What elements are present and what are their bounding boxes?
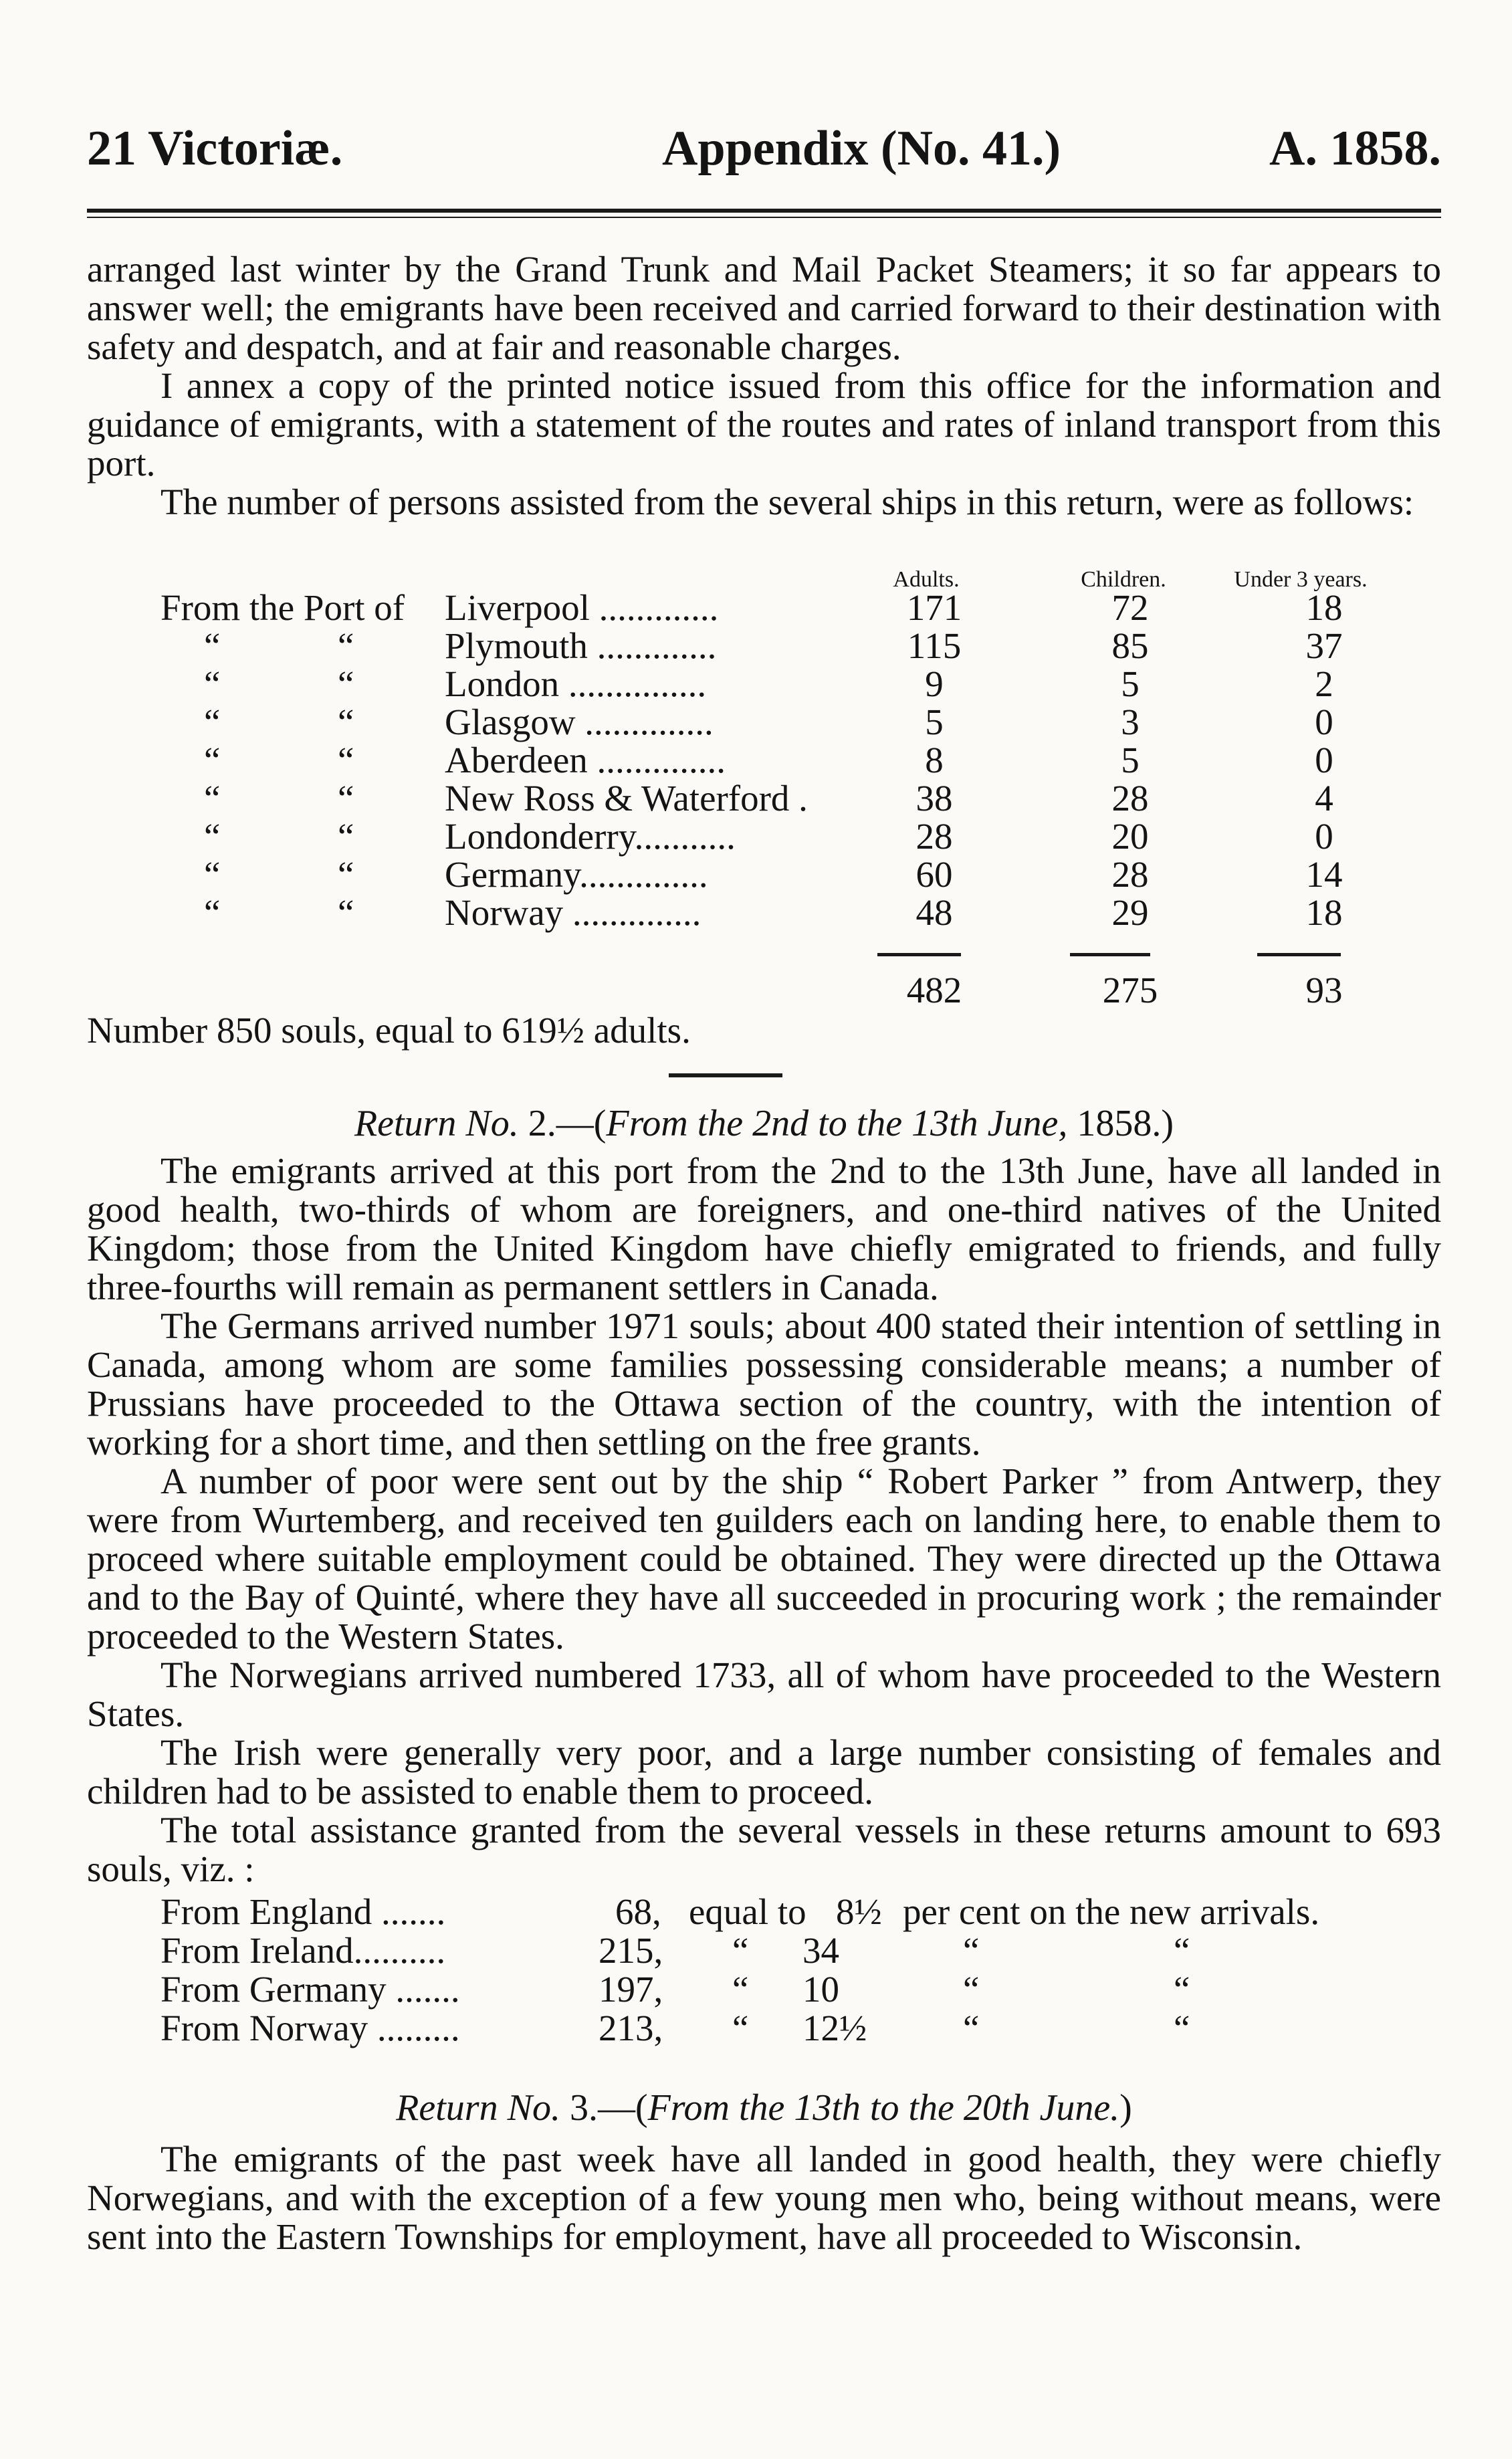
assistance-from: From Norway .........	[160, 2008, 460, 2048]
header-rule-thin	[87, 217, 1441, 218]
assistance-percent: 10	[802, 1969, 839, 2010]
return-3-title	[87, 2087, 1441, 2129]
under3-value: 18	[1305, 892, 1343, 933]
assistance-row	[160, 1970, 1431, 2009]
ditto-mark: “	[1174, 2008, 1190, 2048]
ditto-mark: “	[732, 1930, 749, 1971]
ditto-mark: “	[1174, 1969, 1190, 2010]
table-row	[0, 703, 1512, 742]
children-value: 29	[1111, 892, 1149, 933]
return-2-title	[87, 1102, 1441, 1145]
children-value: 72	[1111, 587, 1149, 628]
table-row	[0, 893, 1512, 932]
ditto-mark: “	[732, 1969, 749, 2010]
sum-line-under3	[1257, 953, 1341, 956]
return-2-text	[87, 1152, 1441, 1889]
section-divider	[669, 1073, 782, 1077]
under3-total: 93	[1305, 970, 1343, 1010]
return-2-number: 2.—(	[518, 1103, 607, 1144]
children-value: 85	[1111, 625, 1149, 666]
under3-value: 4	[1315, 778, 1333, 819]
assistance-note: per cent on the new arrivals.	[903, 1891, 1320, 1932]
table-row	[0, 817, 1512, 856]
under3-value: 18	[1305, 587, 1343, 628]
ditto-mark: “	[963, 1930, 980, 1971]
ditto-mark: “	[732, 2008, 749, 2048]
totals-row	[0, 971, 1512, 1010]
table-row	[0, 589, 1512, 627]
assistance-percent: 8½	[836, 1891, 882, 1932]
port-name: Aberdeen ..............	[445, 740, 726, 780]
ditto-mark: “	[338, 816, 354, 857]
port-name: Londonderry...........	[445, 816, 736, 857]
sum-line-adults	[877, 953, 961, 956]
assistance-from: From England .......	[160, 1891, 446, 1932]
port-name: Glasgow ..............	[445, 702, 714, 742]
return-3-range: From the 13th to the 20th June.	[647, 2087, 1120, 2129]
under3-value: 0	[1315, 816, 1333, 857]
table-row	[0, 627, 1512, 665]
ditto-mark: “	[1174, 1930, 1190, 1971]
children-value: 3	[1121, 702, 1140, 742]
intro-text	[87, 250, 1441, 522]
page-header	[87, 120, 1441, 181]
adults-value: 171	[906, 587, 962, 628]
header-rule-thick	[87, 209, 1441, 213]
children-value: 28	[1111, 778, 1149, 819]
adults-value: 28	[915, 816, 953, 857]
intro-paragraph: arranged last winter by the Grand Trunk and Mail Packet Steamers; it so far appears to answer well; the emigrants have been received and carried forward to their destination with safety and despatch, and at fair and reasonable charges.	[87, 249, 1441, 367]
return-2-paragraph: The Irish were generally very poor, and a large number consisting of females and children had to be assisted to enable them to proceed.	[87, 1732, 1441, 1812]
adults-value: 48	[915, 892, 953, 933]
ditto-mark: “	[963, 2008, 980, 2048]
table-row	[0, 741, 1512, 780]
return-2-paragraph: A number of poor were sent out by the ship “ Robert Parker ” from Antwerp, they were from Wurtemberg, and received ten guilders each on landing here, to enable them to proceed where suitable employment could be obtained. They were directed up the Ottawa and to the Bay of Quinté, where they have all succeeded in procuring work ; the remainder proceeded to the Western States.	[87, 1461, 1441, 1656]
assistance-percent: 12½	[802, 2008, 867, 2048]
under3-value: 2	[1315, 663, 1333, 704]
assistance-count: 215,	[599, 1930, 663, 1971]
ditto-mark: “	[204, 892, 221, 933]
intro-paragraph: The number of persons assisted from the several ships in this return, were as follows:	[160, 482, 1414, 522]
assistance-equal: equal to	[689, 1891, 806, 1932]
table-row	[0, 665, 1512, 704]
children-value: 20	[1111, 816, 1149, 857]
under3-value: 0	[1315, 702, 1333, 742]
return-3-close: )	[1119, 2087, 1132, 2129]
port-name: Norway ..............	[445, 892, 701, 933]
children-value: 5	[1121, 740, 1140, 780]
ditto-mark: “	[204, 740, 221, 780]
children-value: 28	[1111, 854, 1149, 895]
ditto-mark: “	[338, 778, 354, 819]
ditto-mark: “	[204, 702, 221, 742]
col-header-adults: Adults.	[893, 567, 960, 592]
origin-label: From the Port of	[160, 587, 405, 628]
ditto-mark: “	[204, 778, 221, 819]
return-3-paragraph: The emigrants of the past week have all landed in good health, they were chiefly Norwegians, and with the exception of a few young men who, being without means, were sent into the Eastern Townships for employment, have all proceeded to Wisconsin.	[87, 2139, 1441, 2257]
return-3-number: 3.—(	[560, 2087, 648, 2129]
adults-value: 9	[925, 663, 944, 704]
return-2-paragraph: The Norwegians arrived numbered 1733, all of whom have proceeded to the Western States.	[87, 1654, 1441, 1734]
port-name: London ...............	[445, 663, 707, 704]
return-2-paragraph: The total assistance granted from the several vessels in these returns amount to 693 souls, viz. :	[87, 1810, 1441, 1889]
ditto-mark: “	[963, 1969, 980, 2010]
return-3-text	[87, 2140, 1441, 2256]
intro-paragraph: I annex a copy of the printed notice issued from this office for the information and guidance of emigrants, with a statement of the routes and rates of inland transport from this port.	[87, 365, 1441, 484]
assistance-row	[160, 2009, 1431, 2048]
ditto-mark: “	[204, 816, 221, 857]
ditto-mark: “	[204, 854, 221, 895]
assistance-count: 68,	[615, 1891, 661, 1932]
return-3-label: Return No.	[396, 2087, 560, 2129]
under3-value: 14	[1305, 854, 1343, 895]
ditto-mark: “	[204, 625, 221, 666]
table-row	[0, 779, 1512, 818]
under3-value: 37	[1305, 625, 1343, 666]
table-row	[0, 855, 1512, 894]
adults-value: 8	[925, 740, 944, 780]
under3-value: 0	[1315, 740, 1333, 780]
assistance-row	[160, 1931, 1431, 1970]
header-session: 21 Victoriæ.	[87, 121, 343, 176]
port-name: Germany..............	[445, 854, 708, 895]
number-line: Number 850 souls, equal to 619½ adults.	[87, 1010, 691, 1051]
sum-line-children	[1070, 953, 1150, 956]
children-total: 275	[1102, 970, 1158, 1010]
ditto-mark: “	[338, 740, 354, 780]
return-2-paragraph: The Germans arrived number 1971 souls; about 400 stated their intention of settling in Canada, among whom are some families possessing considerable means; a number of Prussians have proceeded to the Ottawa section of the country, with the intention of working for a short time, and then settling on the free grants.	[87, 1305, 1441, 1463]
ditto-mark: “	[204, 663, 221, 704]
adults-total: 482	[906, 970, 962, 1010]
header-year: A. 1858.	[1269, 121, 1441, 176]
return-2-label: Return No.	[354, 1103, 519, 1144]
adults-value: 5	[925, 702, 944, 742]
adults-value: 115	[907, 625, 962, 666]
assistance-row	[160, 1893, 1431, 1931]
ditto-mark: “	[338, 854, 354, 895]
port-name: Plymouth .............	[445, 625, 717, 666]
assistance-from: From Ireland..........	[160, 1930, 446, 1971]
assistance-percent: 34	[802, 1930, 839, 1971]
port-name: New Ross & Waterford .	[445, 778, 808, 819]
header-appendix: Appendix (No. 41.)	[662, 121, 1061, 176]
return-2-range: From the 2nd to the 13th June,	[606, 1103, 1068, 1144]
assistance-from: From Germany .......	[160, 1969, 460, 2010]
adults-value: 38	[915, 778, 953, 819]
col-header-under3: Under 3 years.	[1234, 567, 1368, 592]
ditto-mark: “	[338, 663, 354, 704]
ditto-mark: “	[338, 625, 354, 666]
col-header-children: Children.	[1081, 567, 1166, 592]
assistance-count: 213,	[599, 2008, 663, 2048]
adults-value: 60	[915, 854, 953, 895]
return-2-year: 1858.)	[1067, 1103, 1174, 1144]
ditto-mark: “	[338, 892, 354, 933]
assistance-count: 197,	[599, 1969, 663, 2010]
ditto-mark: “	[338, 702, 354, 742]
port-name: Liverpool .............	[445, 587, 719, 628]
return-2-paragraph: The emigrants arrived at this port from the 2nd to the 13th June, have all landed in good health, two-thirds of whom are foreigners, and one-third natives of the United Kingdom; those from the United Kingdom have chiefly emigrated to friends, and fully three-fourths will remain as permanent settlers in Canada.	[87, 1150, 1441, 1307]
children-value: 5	[1121, 663, 1140, 704]
number-summary	[87, 1011, 1441, 1050]
